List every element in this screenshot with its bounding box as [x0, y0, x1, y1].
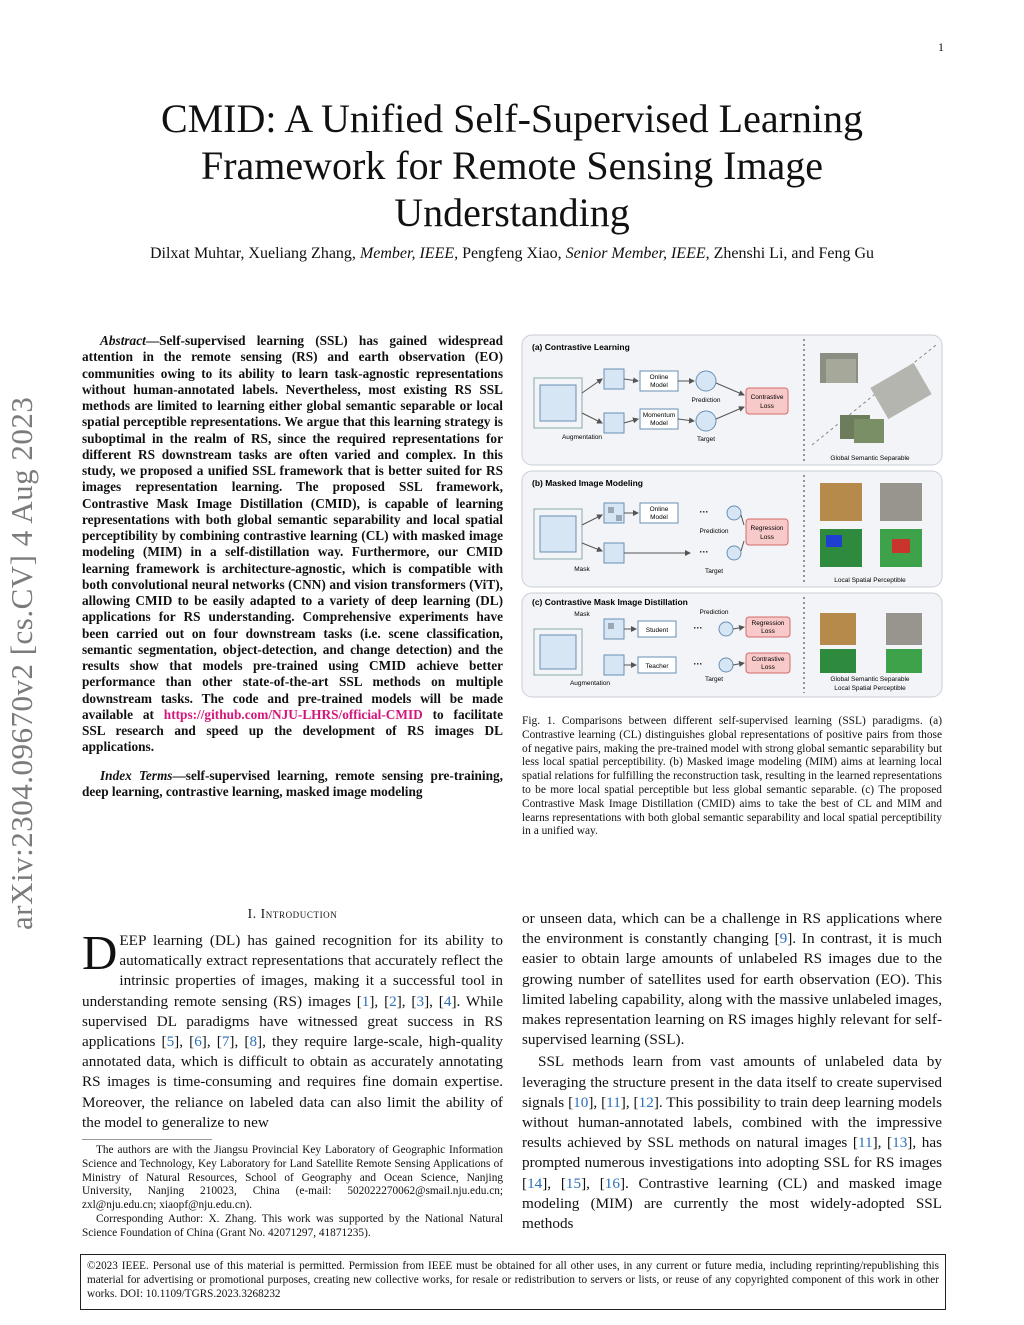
- figure-caption: Fig. 1. Comparisons between different self-supervised learning (SSL) paradigms. (a) Contrastive learning (CL) distinguishes global representations of positive pairs from those of negative pairs, making the pre-trained model with strong global semantic separability but less local spatial perceptibility. (b) Masked image modeling (MIM) aims at learning local spatial relations for fulfilling the reconstruction task, resulting in the learned representations to be more local spatial perceptible but less global semantic separable. (c) The proposed Contrastive Mask Image Distillation (CMID) aims to take the best of CL and MIM and learns representations with both global semantic separability and local spatial perceptibility in a unified way.: [522, 715, 942, 838]
- intro-right-column: [522, 909, 942, 1234]
- footnote-affiliation: The authors are with the Jiangsu Provincial Key Laboratory of Geographic Information Science and Technology, Key Laboratory for Land Satellite Remote Sensing Applications of Ministry of Natural Resources, School of Geography and Ocean Science, Nanjing University, Nanjing 210023, China (e-mail: 502022270062@smail.nju.edu.cn; zxl@nju.edu.cn; xiaopf@nju.edu.cn).: [82, 1144, 503, 1212]
- rs-seg-c2: [886, 649, 922, 673]
- input-crop-a: [540, 385, 576, 421]
- abstract: [82, 333, 503, 800]
- copyright-notice: ©2023 IEEE. Personal use of this material is permitted. Permission from IEEE must be obtained for all other uses, in any current or future media, including reprinting/republishing this material for advertising or promotional purposes, creating new collective works, for resale or redistribution to servers or lists, or reuse of any copyrighted component of this work in other works. DOI: 10.1109/TGRS.2023.3268232: [80, 1254, 946, 1310]
- intro-sep: ], [: [588, 1093, 607, 1111]
- target-node-c: [719, 658, 733, 672]
- full-view-b: [604, 543, 624, 563]
- code-link[interactable]: https://github.com/NJU-LHRS/official-CMID: [163, 706, 423, 722]
- citation-7[interactable]: 7: [221, 1033, 230, 1051]
- mask-patch-b2: [616, 515, 622, 521]
- mask-patch-b1: [608, 507, 614, 513]
- index-terms: [82, 768, 503, 801]
- footnote-rule: [82, 1139, 212, 1140]
- abstract-lead: Abstract: [100, 333, 146, 348]
- citation-2[interactable]: 2: [389, 992, 397, 1010]
- intro-sep: ], [: [581, 1174, 605, 1192]
- contrastive-loss-a-l2: Loss: [760, 403, 774, 410]
- regression-loss-c-l1: Regression: [751, 620, 785, 627]
- ellipsis-b2: ···: [699, 547, 709, 557]
- view-2-a: [604, 413, 624, 433]
- prediction-node-b: [727, 506, 741, 520]
- full-view-c: [604, 655, 624, 675]
- arxiv-stamp: arXiv:2304.09670v2 [cs.CV] 4 Aug 2023: [4, 396, 39, 930]
- citation-11[interactable]: 11: [606, 1093, 621, 1111]
- target-label-c: Target: [704, 676, 724, 683]
- dropcap: D: [82, 925, 118, 980]
- contrastive-loss-c-l2: Loss: [761, 664, 775, 671]
- author-role-2: Senior Member, IEEE: [565, 245, 706, 262]
- rs-seg-b1: [820, 529, 862, 567]
- paper-title: CMID: A Unified Self-Supervised Learning Framework for Remote Sensing Image Understanding: [160, 96, 864, 235]
- abstract-text-end: to facilitate SSL research and speed up the development of RS images DL applications.: [82, 706, 503, 755]
- teacher-label: Teacher: [645, 663, 669, 670]
- regression-loss-c-l2: Loss: [761, 628, 775, 635]
- intro-sep: ], [: [174, 1033, 195, 1051]
- intro-sep: ], [: [872, 1134, 893, 1152]
- footnote-funding: Corresponding Author: X. Zhang. This work was supported by the National Natural Science Foundation of China (Grant No. 42071297, 41871235).: [82, 1212, 503, 1239]
- intro-sep: ], [: [369, 992, 390, 1010]
- rs-seg-c1: [820, 649, 856, 673]
- intro-sep: ], [: [424, 992, 444, 1010]
- rs-thumb-b2: [880, 483, 922, 521]
- intro-sep: ], [: [542, 1174, 566, 1192]
- intro-right-text-3: SSL methods learn from vast amounts of unlabeled data by leveraging the structure present in the data itself to create supervised signals [: [522, 1053, 942, 1111]
- online-model-a-l2: Model: [650, 382, 668, 389]
- index-terms-text: —self-supervised learning, remote sensing pre-training, deep learning, contrastive learning, masked image modeling: [82, 767, 503, 799]
- citation-3[interactable]: 3: [416, 992, 425, 1010]
- intro-text-2: ]. While supervised DL paradigms have witnessed great success in RS applications [: [82, 992, 503, 1051]
- ellipsis-c2: ···: [693, 659, 703, 669]
- intro-right-text-1: or unseen data, which can be a challenge in RS applications where the environment is constantly changing [: [522, 910, 942, 948]
- rs-thumb-c1: [820, 613, 856, 645]
- student-label: Student: [645, 627, 669, 634]
- author-names-1: Dilxat Muhtar, Xueliang Zhang,: [149, 245, 356, 262]
- augmentation-label-a: Augmentation: [561, 434, 603, 441]
- rs-thumb-a5: [854, 419, 884, 443]
- citation-15[interactable]: 15: [565, 1174, 582, 1192]
- intro-text-3: ], they require large-scale, high-quality annotated data, which is difficult to obtain as accurately annotating RS images is time-consuming and requires fine domain expertise. Moreover, the reliance on labeled data can also limit the ability of the model to generalize to new: [82, 1033, 503, 1131]
- input-crop-b: [540, 516, 576, 552]
- intro-sep: ], [: [229, 1033, 250, 1051]
- panel-b-title: (b) Masked Image Modeling: [532, 478, 643, 488]
- citation-10[interactable]: 10: [573, 1093, 589, 1111]
- author-names-3: , Zhenshi Li, and Feng Gu: [705, 245, 875, 262]
- citation-12[interactable]: 12: [638, 1093, 654, 1111]
- citation-9[interactable]: 9: [779, 930, 788, 948]
- footnote: [82, 1144, 503, 1241]
- online-model-a-l1: Online: [649, 374, 669, 381]
- contrastive-loss-a: [746, 388, 788, 414]
- global-semantic-label: Global Semantic Separable: [830, 455, 910, 462]
- augmentation-label-c: Augmentation: [569, 680, 611, 687]
- rs-thumb-c2: [886, 613, 922, 645]
- regression-loss-b-l2: Loss: [760, 534, 774, 541]
- intro-left-column: [82, 925, 503, 1133]
- combined-label-l2: Local Spatial Perceptible: [834, 685, 906, 692]
- intro-right-text-5: ], has prompted numerous investigations into adopting SSL for RS images [: [522, 1134, 942, 1192]
- citation-4[interactable]: 4: [443, 992, 452, 1010]
- contrastive-loss-c-l1: Contrastive: [751, 656, 785, 663]
- mask-label-c: Mask: [574, 611, 590, 618]
- author-list: [60, 245, 964, 263]
- mask-label-b: Mask: [574, 566, 590, 573]
- section-number: I.: [247, 906, 257, 921]
- rs-thumb-a2: [826, 359, 856, 383]
- view-1-a: [604, 369, 624, 389]
- rs-seg-b2-patch: [892, 539, 910, 553]
- target-label-a: Target: [696, 436, 716, 443]
- panel-a-title: (a) Contrastive Learning: [532, 342, 630, 352]
- panel-c-title: (c) Contrastive Mask Image Distillation: [532, 597, 688, 607]
- mask-patch-c1: [608, 623, 614, 629]
- regression-loss-b: [746, 519, 788, 545]
- online-model-b-l1: Online: [649, 506, 669, 513]
- prediction-label-c: Prediction: [699, 609, 729, 616]
- momentum-model-a-l2: Model: [650, 420, 668, 427]
- intro-right-text-2: ]. In contrast, it is much easier to obtain large amounts of unlabeled RS images due to the growing number of satellites used for earth observation (EO). This limited labeling capability, along with the massive unlabeled images, makes representation learning on RS images highly relevant for self-supervised learning (SSL).: [522, 930, 942, 1049]
- prediction-label-b: Prediction: [699, 528, 729, 535]
- page-number: 1: [938, 40, 944, 54]
- prediction-label-a: Prediction: [691, 397, 721, 404]
- contrastive-loss-a-l1: Contrastive: [750, 394, 784, 401]
- online-model-b-l2: Model: [650, 514, 668, 521]
- momentum-model-a-l1: Momentum: [642, 412, 676, 419]
- rs-thumb-b1: [820, 483, 862, 521]
- prediction-node-a: [696, 371, 716, 391]
- abstract-text: —Self-supervised learning (SSL) has gained widespread attention in the remote sensing (RS) and earth observation (EO) communities owing to its ability to learn task-agnostic representations without human-annotated labels. Nevertheless, most existing RS SSL methods are limited to learning either global semantic separable or local spatial perceptible representations. We argue that this learning strategy is suboptimal in the realm of RS, since the required representations for different RS downstream tasks are often varied and complex. In this study, we proposed a unified SSL framework that is better suited for RS images representation learning. The proposed SSL framework, Contrastive Mask Image Distillation (CMID), is capable of learning representations with both global semantic separability and local spatial perceptibility by combining contrastive learning (CL) with masked image modeling (MIM) in a self-distillation way. Furthermore, our CMID learning framework is architecture-agnostic, which is compatible with both convolutional neural networks (CNN) and vision transformers (ViT), allowing CMID to be easily adapted to a variety of deep learning (DL) applications for RS understanding. Comprehensive experiments have been carried out on four downstream tasks (i.e. scene classification, semantic segmentation, object-detection, and change detection) and the results show that models pre-trained using CMID achieve better performance than other state-of-the-art SSL methods on multiple downstream tasks. The code and pre-trained models will be made available at: [82, 333, 503, 722]
- figure-1: [520, 333, 944, 701]
- author-role-1: Member, IEEE,: [359, 245, 459, 262]
- intro-sep: ], [: [396, 992, 417, 1010]
- citation-6[interactable]: 6: [194, 1033, 202, 1051]
- citation-11b[interactable]: 11: [857, 1134, 873, 1152]
- citation-14[interactable]: 14: [527, 1174, 543, 1192]
- ellipsis-b1: ···: [699, 507, 709, 517]
- combined-label-l1: Global Semantic Separable: [830, 676, 910, 683]
- citation-13[interactable]: 13: [892, 1134, 908, 1152]
- section-heading: [82, 906, 503, 922]
- target-node-b: [727, 546, 741, 560]
- input-crop-c: [540, 635, 576, 669]
- target-node-a: [696, 411, 716, 431]
- index-terms-lead: Index Terms: [100, 767, 173, 783]
- local-spatial-label: Local Spatial Perceptible: [834, 577, 906, 584]
- intro-right-text-6: ]. Contrastive learning (CL) and masked image modeling (MIM) are currently the most widely-adopted SSL methods: [522, 1174, 942, 1233]
- citation-8[interactable]: 8: [249, 1033, 258, 1051]
- figure-1-diagram: [520, 333, 944, 701]
- citation-1[interactable]: 1: [361, 992, 370, 1010]
- intro-sep: ], [: [201, 1033, 222, 1051]
- prediction-node-c: [719, 622, 733, 636]
- intro-text-1: EEP learning (DL) has gained recognition for its ability to automatically extract representations that accurately reflect the intrinsic properties of images, making it a successful tool in understanding remote sensing (RS) images [: [82, 932, 503, 1010]
- ellipsis-c1: ···: [693, 623, 703, 633]
- section-title: Introduction: [260, 906, 338, 921]
- target-label-b: Target: [704, 568, 724, 575]
- rs-seg-b1-patch: [826, 535, 842, 547]
- intro-right-text-4: ]. This possibility to train deep learning models without human-annotated labels, combined with the impressive results achieved by SSL methods on natural images [: [522, 1093, 942, 1152]
- regression-loss-b-l1: Regression: [750, 525, 784, 532]
- intro-sep: ], [: [620, 1093, 639, 1111]
- author-names-2: Pengfeng Xiao,: [462, 245, 562, 262]
- citation-5[interactable]: 5: [166, 1033, 175, 1051]
- citation-16[interactable]: 16: [604, 1174, 620, 1192]
